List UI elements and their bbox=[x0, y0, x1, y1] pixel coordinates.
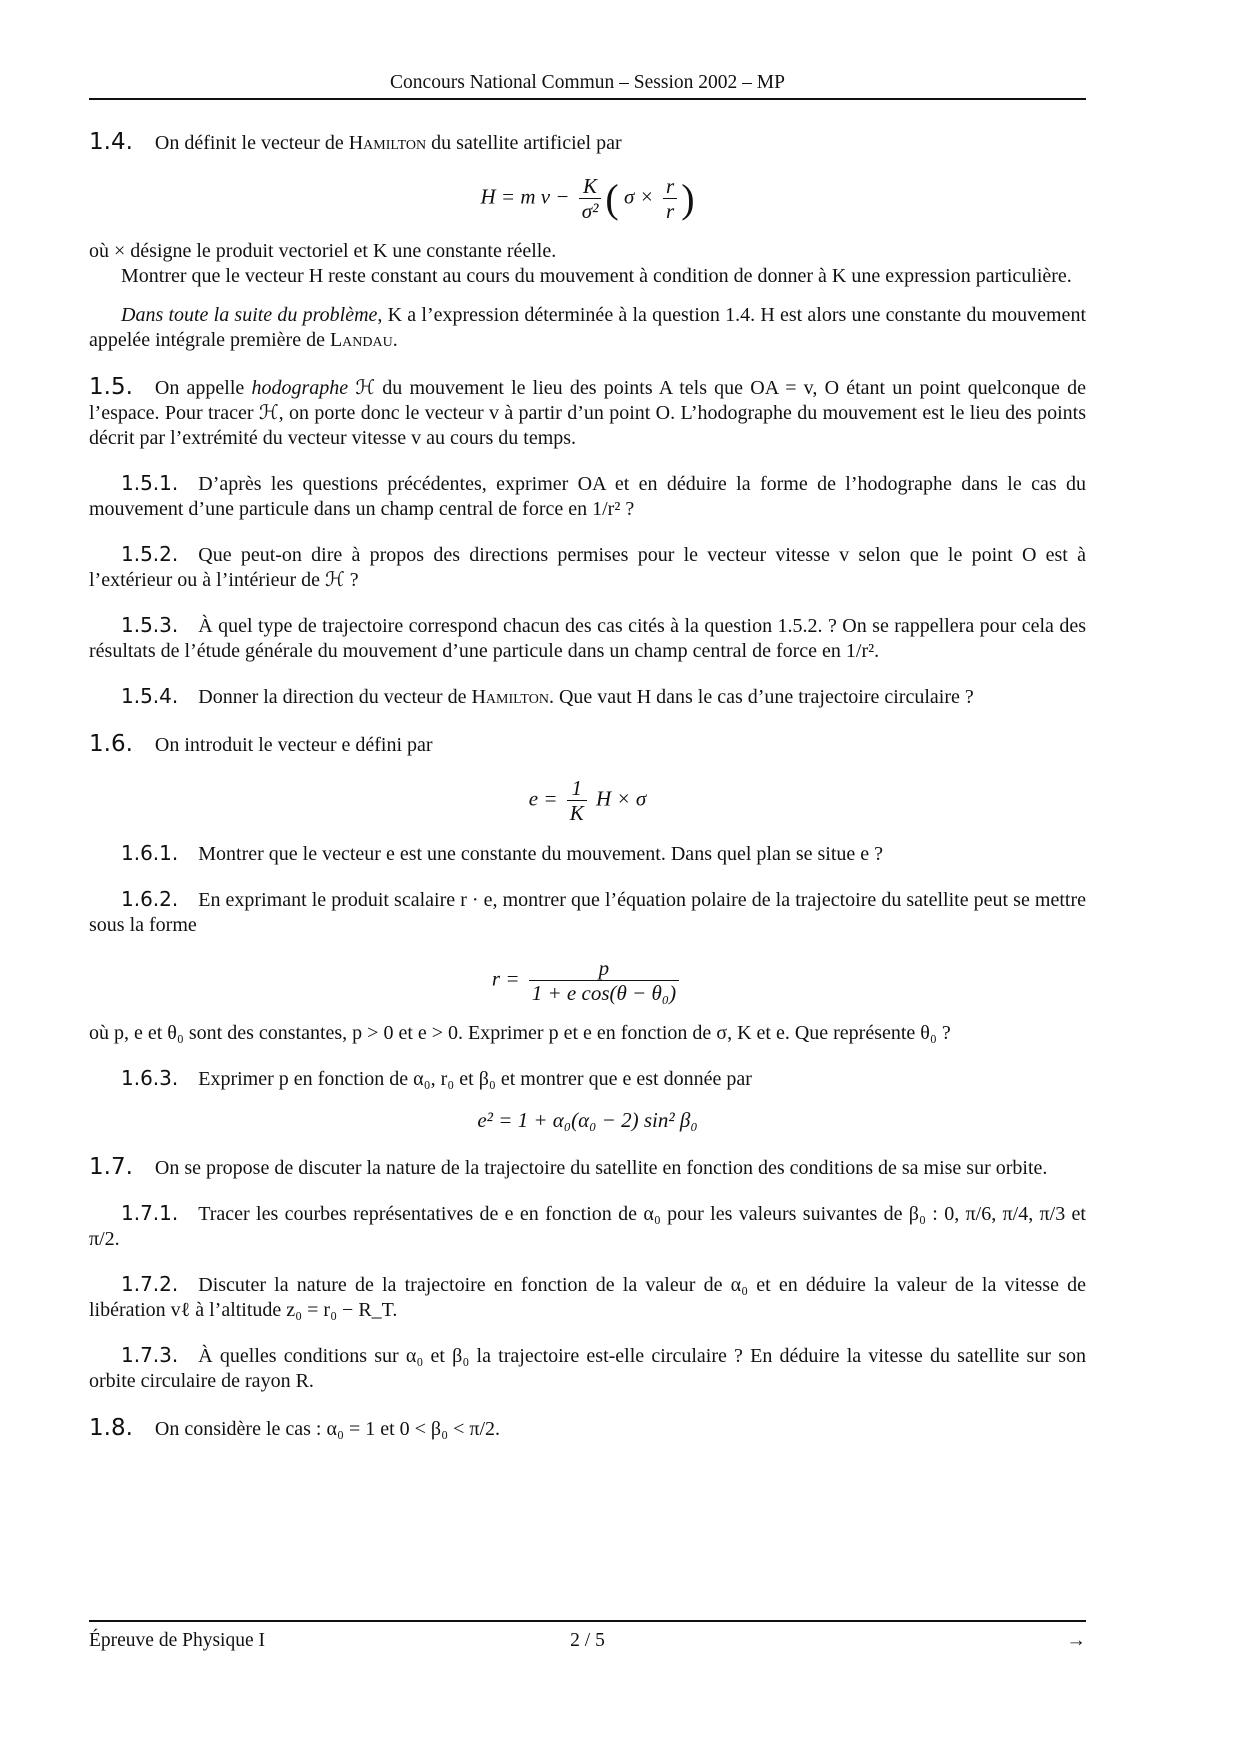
header-rule bbox=[89, 98, 1086, 100]
next-page-arrow-icon[interactable]: → bbox=[1066, 1630, 1086, 1651]
subquestion-number: 1.7.2. bbox=[121, 1272, 179, 1296]
question-number: 1.4. bbox=[89, 129, 133, 155]
fraction-one-k: $\frac{1}{K}$ bbox=[567, 776, 587, 825]
page-content bbox=[89, 118, 1086, 1442]
text-after-equation: où × désigne le produit vectoriel et K une constante réelle. bbox=[89, 240, 557, 262]
question-number: 1.6. bbox=[89, 731, 133, 757]
question-1-6: 1.6. On introduit le vecteur e défini par bbox=[89, 731, 433, 757]
footer-page-number: 2 / 5 bbox=[570, 1630, 605, 1651]
subquestion-number: 1.7.1. bbox=[121, 1201, 179, 1225]
equation-hamilton-vector: H = m v − $\frac{K}{\text{σ²}}$ ( σ × $\frac{r}{r}$ ) bbox=[480, 174, 695, 223]
question-1-6-3: 1.6.3. Exprimer p en fonction de α₀, r₀ et β₀ et montrer que e est donnée par bbox=[121, 1066, 752, 1090]
name-hamilton: Hamilton bbox=[471, 686, 549, 708]
question-1-5-4: 1.5.4. Donner la direction du vecteur de Hamilton. Que vaut H dans le cas d’une trajectoire circulaire ? bbox=[121, 684, 974, 708]
question-1-5: 1.5. On appelle hodographe ℋ du mouvement le lieu des points A tels que OA = v, O étant un point quelconque de l’espace. Pour tracer ℋ, on porte donc le vecteur v à partir d’un point O. L’hodographe du mouvement est le lieu des points décrit par l’extrémité du vecteur vitesse v au cours du temps. bbox=[89, 374, 1086, 449]
subquestion-number: 1.7.3. bbox=[121, 1343, 179, 1367]
subquestion-number: 1.6.1. bbox=[121, 841, 179, 865]
subquestion-number: 1.6.2. bbox=[121, 887, 179, 911]
question-1-5-1: 1.5.1. D’après les questions précédentes, exprimer OA et en déduire la forme de l’hodographe dans le cas du mouvement d’une particule dans un champ central de force en 1/r² ? bbox=[89, 471, 1086, 520]
question-1-7-2: 1.7.2. Discuter la nature de la trajectoire en fonction de la valeur de α₀ et en déduire la valeur de la vitesse de libération vℓ à l’altitude z₀ = r₀ − R_T. bbox=[89, 1272, 1086, 1321]
question-1-8: 1.8. On considère le cas : α₀ = 1 et 0 < β₀ < π/2. bbox=[89, 1415, 501, 1441]
question-1-5-2: 1.5.2. Que peut-on dire à propos des directions permises pour le vecteur vitesse v selon que le point O est à l’extérieur ou à l’intérieur de ℋ ? bbox=[89, 542, 1086, 591]
fraction-k-sigma: $\frac{K}{\text{σ²}}$ bbox=[579, 174, 602, 223]
equation-eccentricity: e² = 1 + α₀(α₀ − 2) sin² β₀ bbox=[477, 1108, 698, 1132]
fraction-r-r: $\frac{r}{r}$ bbox=[663, 174, 677, 223]
question-number: 1.7. bbox=[89, 1154, 133, 1180]
subquestion-number: 1.5.2. bbox=[121, 542, 179, 566]
equation-e-vector: e = $\frac{1}{K}$ H × σ bbox=[528, 776, 647, 825]
subquestion-number: 1.5.3. bbox=[121, 613, 179, 637]
name-hamilton: Hamilton bbox=[348, 132, 427, 154]
subquestion-number: 1.6.3. bbox=[121, 1066, 179, 1090]
question-1-6-2: 1.6.2. En exprimant le produit scalaire r · e, montrer que l’équation polaire de la trajectoire du satellite peut se mettre sous la forme bbox=[89, 887, 1086, 936]
question-number: 1.5. bbox=[89, 374, 133, 400]
paragraph-landau-note: Dans toute la suite du problème, K a l’expression déterminée à la question 1.4. H est alors une constante du mouvement appelée intégrale première de Landau. bbox=[89, 304, 1086, 351]
question-1-4: 1.4. On définit le vecteur de Hamilton du satellite artificiel par bbox=[89, 129, 622, 155]
name-landau: Landau bbox=[329, 329, 393, 351]
question-number: 1.8. bbox=[89, 1415, 133, 1441]
subquestion-number: 1.5.1. bbox=[121, 471, 179, 495]
footer-exam-title: Épreuve de Physique I bbox=[89, 1630, 265, 1651]
text-after-polar-equation: où p, e et θ₀ sont des constantes, p > 0 et e > 0. Exprimer p et e en fonction de σ, K et e. Que représente θ₀ ? bbox=[89, 1022, 951, 1044]
footer-rule bbox=[89, 1620, 1086, 1622]
paragraph-show-constant: Montrer que le vecteur H reste constant au cours du mouvement à condition de donner à K une expression particulière. bbox=[121, 265, 1072, 287]
question-1-5-3: 1.5.3. À quel type de trajectoire correspond chacun des cas cités à la question 1.5.2. ? On se rappellera pour cela des résultats de l’étude générale du mouvement d’une particule dans un champ central de force en 1/r². bbox=[89, 613, 1086, 662]
equation-polar-trajectory: r = $\frac{p}{\text{1 + e cos(θ − θ₀)}}$ bbox=[89, 956, 1086, 1005]
question-1-7: 1.7. On se propose de discuter la nature de la trajectoire du satellite en fonction des conditions de sa mise sur orbite. bbox=[89, 1154, 1048, 1180]
subquestion-number: 1.5.4. bbox=[121, 684, 179, 708]
page-header: Concours National Commun – Session 2002 – MP bbox=[390, 72, 785, 93]
question-1-7-1: 1.7.1. Tracer les courbes représentatives de e en fonction de α₀ pour les valeurs suivantes de β₀ : 0, π/6, π/4, π/3 et π/2. bbox=[89, 1201, 1086, 1250]
question-1-7-3: 1.7.3. À quelles conditions sur α₀ et β₀ la trajectoire est-elle circulaire ? En déduire la vitesse du satellite sur son orbite circulaire de rayon R. bbox=[89, 1343, 1086, 1392]
question-1-6-1: 1.6.1. Montrer que le vecteur e est une constante du mouvement. Dans quel plan se situe e ? bbox=[121, 841, 884, 865]
fraction-polar: $\frac{p}{\text{1 + e cos(θ − θ₀)}}$ bbox=[529, 956, 679, 1005]
